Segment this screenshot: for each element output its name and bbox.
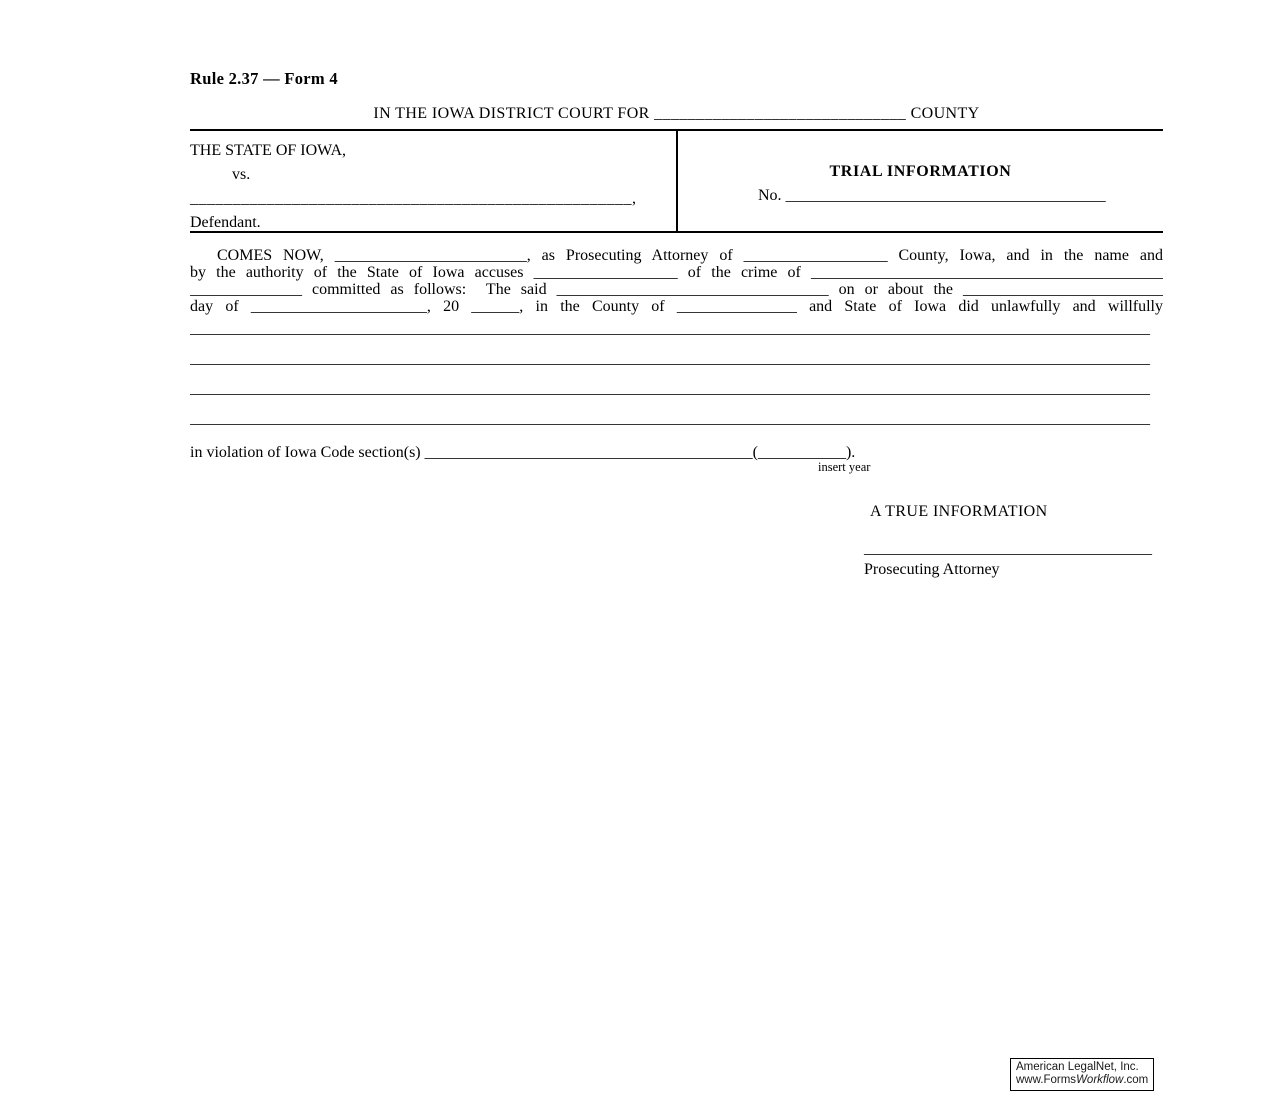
- insert-year-note: insert year: [818, 460, 871, 474]
- prosecutor-signature-blank-field: ____________________________________: [864, 540, 1152, 557]
- caption-parties-cell: [190, 131, 678, 231]
- legalnet-url-prefix: www.Forms: [1016, 1074, 1077, 1086]
- case-caption-box: [190, 129, 1163, 233]
- caption-title-cell: [678, 131, 1163, 231]
- offense-description-blank-lines: [190, 314, 1152, 434]
- charging-paragraph-line-1: COMES NOW, ________________________, as Prosecuting Attorney of __________________ County, Iowa, and in the name and: [217, 247, 1163, 264]
- court-caption-suffix: COUNTY: [910, 105, 980, 122]
- document-title: TRIAL INFORMATION: [829, 163, 1012, 180]
- code-violation-line: in violation of Iowa Code section(s) _________________________________________(___________).: [190, 444, 856, 461]
- court-caption-prefix: IN THE IOWA DISTRICT COURT FOR: [373, 105, 650, 122]
- county-blank-field: ______________________________: [654, 105, 907, 122]
- legalnet-url-workflow: Workflow: [1076, 1074, 1124, 1086]
- legalnet-stamp-box: [1010, 1058, 1154, 1091]
- case-number-label: No.: [758, 187, 782, 204]
- plaintiff-name: THE STATE OF IOWA,: [190, 142, 347, 159]
- blank-write-in-line: ________________________________________________________________________________________________________________________: [190, 350, 1150, 367]
- defendant-label: Defendant.: [190, 214, 261, 231]
- defendant-name-blank-field: ____________________________________________________,: [190, 190, 637, 207]
- blank-write-in-line: ________________________________________________________________________________________________________________________: [190, 410, 1150, 427]
- charging-paragraph-line-2: by the authority of the State of Iowa accuses __________________ of the crime of ____________________________________________: [190, 264, 1163, 281]
- legalnet-url: [1016, 1074, 1148, 1087]
- case-number-blank-field: ________________________________________: [785, 187, 1106, 204]
- court-caption-line: [190, 105, 1163, 123]
- versus-label: vs.: [232, 166, 251, 183]
- blank-write-in-line: ________________________________________________________________________________________________________________________: [190, 320, 1150, 337]
- form-rule-heading: Rule 2.37 — Form 4: [190, 69, 338, 88]
- prosecutor-signature-label: Prosecuting Attorney: [864, 561, 1000, 578]
- legalnet-url-suffix: .com: [1123, 1074, 1149, 1086]
- legalnet-company-name: American LegalNet, Inc.: [1016, 1061, 1139, 1073]
- charging-paragraph-line-4: day of ______________________, 20 ______, in the County of _______________ and State of Iowa did unlawfully and willfully: [190, 298, 1163, 315]
- case-number-row: [678, 184, 1163, 208]
- blank-write-in-line: ________________________________________________________________________________________________________________________: [190, 380, 1150, 397]
- true-information-attestation: A TRUE INFORMATION: [870, 503, 1048, 520]
- charging-paragraph: [190, 247, 1163, 315]
- charging-paragraph-line-3: ______________ committed as follows: The said __________________________________ on or about the _________________________: [190, 281, 1163, 298]
